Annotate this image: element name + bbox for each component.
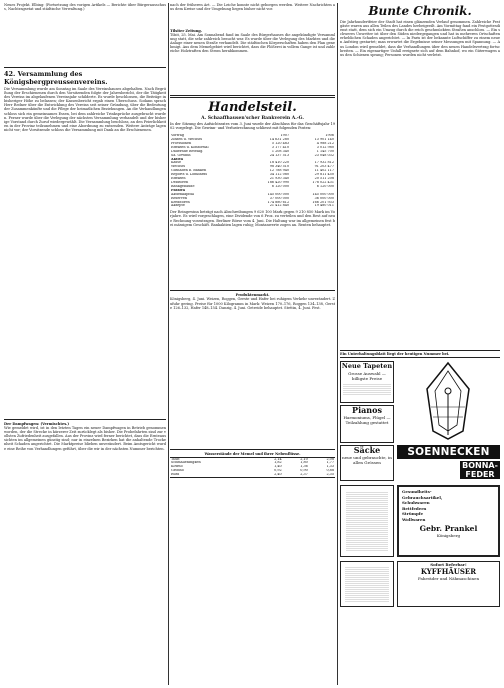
table-cell: Akzepte	[171, 204, 185, 208]
ad-small-2	[340, 561, 394, 607]
article-text: Tilsit, 25. Mai. Am Sonnabend fand im Saale des Bürgerhauses die angekündigte Versammlung statt, die sehr zahlreich besucht war. Es wurde über die Verlegung des Marktes und die Anlage einer neuen Straße verhandelt. Die städtischen Körperschaften haben den Plan genehmigt. Aus dem Memelgebiet wird berichtet, dass die Flößerei in vollem Gange ist und zahlreiche Holztraften den Strom herabkommen.	[170, 33, 335, 54]
table-cell: 145 000 000	[312, 192, 334, 196]
ad-saecke	[340, 445, 394, 481]
table-cell: Tilsit	[171, 457, 180, 461]
table-cell: 5 120 483	[271, 141, 290, 145]
table-cell: Effekten	[171, 177, 186, 181]
table-cell: 0,88	[326, 469, 334, 473]
table-cell: 186 420 990	[267, 180, 290, 184]
pen-subtitle: BONNA-	[460, 461, 500, 470]
table-cell: 29 811 450	[314, 173, 334, 177]
table-cell: 1906	[325, 134, 334, 138]
ad-pianos	[340, 405, 394, 443]
shop-line: Schuhwaren	[402, 500, 430, 506]
table-cell: 0,90	[300, 469, 308, 473]
ad-kyffhaeuser	[397, 561, 500, 607]
table-cell: 6 120 000	[271, 184, 290, 188]
chronik-heading: Bunte Chronik.	[368, 4, 472, 18]
ad-text: Harmoniums, Flügel — Teilzahlung gestattet	[343, 415, 391, 426]
pen-feder-row	[397, 470, 500, 479]
bank-table	[170, 134, 335, 208]
ad-title: Pianos	[352, 405, 382, 416]
table-cell: 23 048 032	[314, 153, 334, 157]
table-cell: 18 410 220	[269, 161, 290, 165]
divider	[170, 95, 335, 98]
table-cell: Aktiva	[171, 157, 184, 161]
table-cell: 13 901 140	[314, 138, 334, 141]
column-rule	[168, 3, 169, 685]
shop-line: Strümpfe	[402, 511, 424, 517]
market-text: Königsberg, 4. Juni. Weizen, Roggen, Gerste und Hafer bei ruhigem Verkehr unverändert. Zufuhr gering. Preise für 1000 Kilogramm in Mark: Weizen 170–176, Roggen 134–138, Gerste 126–132, Hafer 148–154. Danzig, 4. Juni. Getreide behauptet. Stettin, 4. Juni. Fest.	[170, 297, 335, 310]
table-row	[170, 473, 335, 477]
table-cell: 2,35	[326, 473, 334, 477]
table-cell: 36 000 000	[314, 196, 334, 200]
table-cell: Debitoren	[171, 180, 189, 184]
water-table	[170, 457, 335, 479]
ad-image	[343, 383, 391, 395]
table-cell: 91 203 477	[314, 165, 334, 169]
table-cell: Passiva	[171, 188, 185, 192]
water-heading: Wasserstände der Memel und ihrer Nebenflüsse.	[204, 452, 301, 457]
table-cell: 1,36	[300, 465, 308, 469]
ad-prankel	[397, 485, 500, 557]
bank-heading: A. Schaaffhausen'scher Bankverein A.-G.	[201, 116, 304, 122]
table-cell: Bankgebäude	[171, 184, 195, 188]
divider	[170, 449, 335, 450]
shop-line: Bettfedern	[402, 505, 427, 511]
pen-nib-icon	[397, 361, 500, 441]
table-cell: Vortrag	[171, 134, 184, 138]
ad-title: Säcke	[353, 445, 381, 456]
notice: Ein Unterhaltungsblatt liegt der heutigen Nummer bei.	[340, 350, 500, 358]
table-cell: 2,08	[326, 457, 334, 461]
market-heading: Produktenmarkt.	[235, 293, 270, 298]
table-cell: Wechsel	[171, 165, 186, 169]
table-cell: 1,80	[300, 461, 308, 465]
table-cell: Russ	[171, 473, 180, 477]
bank-intro: In der Sitzung des Aufsichtsrates vom 3. Juni wurde der Abschluss für das Geschäftsjahr 1902 vorgelegt. Die Gewinn- und Verlustrechnung schliesst mit folgenden Posten:	[170, 122, 335, 131]
table-cell: 24 137 513	[269, 153, 290, 157]
handel-heading: Handelsteil.	[208, 100, 297, 116]
table-cell: 6 120 000	[316, 184, 334, 188]
table-cell: 174 880 612	[267, 200, 290, 204]
table-cell: 19 480 011	[314, 204, 334, 208]
table-cell: 1,77	[326, 461, 334, 465]
table-cell: Guthaben b. Banken	[171, 169, 207, 173]
table-cell: 14 631 280	[269, 138, 290, 141]
ad-text: neue und gebrauchte, in allen Grössen	[342, 455, 392, 466]
table-cell: Zinsen u. Wechsel	[171, 138, 203, 141]
ad-image	[345, 566, 389, 602]
table-cell: Reports u. Lombards	[171, 173, 208, 177]
column-middle	[170, 3, 335, 478]
table-cell: Kasse	[171, 161, 182, 165]
section-heading: 42. Versammlung des Königsbergpreussenvereins.	[4, 70, 108, 86]
shop-lines	[399, 487, 498, 524]
table-cell: 37 000 000	[269, 196, 290, 200]
table-cell: Sa. Gewinn	[171, 153, 191, 157]
table-cell: Provisionen	[171, 141, 192, 145]
shop-line: Gesundheits-	[402, 489, 432, 495]
table-cell: 2,10	[300, 457, 308, 461]
sub-heading: Der Dampfwagen: (Vermischtes.)	[4, 422, 70, 426]
ad-text: Fahrräder und Nähmaschinen	[417, 576, 480, 582]
divider	[4, 419, 166, 420]
table-cell: Effekten u. Konsortial	[171, 145, 209, 149]
ad-text: Grosse Auswahl — billigste Preise	[348, 371, 386, 382]
table-cell: 4 988 212	[316, 141, 334, 145]
table-cell: 1 208 340	[271, 149, 290, 153]
table-cell: 1907	[280, 134, 290, 138]
article-text: nach der früheren Art. — Die Leiche konnte nicht geborgen werden. Weitere Nachrichten aus dem Kreise und der Umgebung liegen bisher nicht vor.	[170, 3, 335, 12]
table-cell: 2,40	[274, 473, 282, 477]
table-cell: 21 930 340	[269, 177, 290, 181]
table-cell: 3 012 980	[316, 145, 334, 149]
table-cell: 12 788 940	[269, 169, 290, 173]
newspaper-page	[4, 3, 500, 685]
table-cell: 0,92	[274, 469, 282, 473]
shop-name: Gebr. Prankel	[419, 524, 478, 534]
pen-feder: FEDER	[460, 470, 500, 479]
shop-place: Königsberg	[436, 533, 461, 539]
table-cell: 1,33	[326, 465, 334, 469]
article-text: Neues Projekt. Elbing: (Fortsetzung des vorigen Artikels — Berichte über Bürgerausschuss, Nachtragsetat und städtische Verwaltung.)	[4, 3, 166, 12]
table-cell: Aktienkapital	[171, 192, 194, 196]
ad-title: Neue Tapeten	[341, 362, 393, 371]
table-cell: 21 412 840	[269, 204, 290, 208]
divider	[4, 67, 166, 68]
table-cell: 166 201 933	[312, 200, 334, 204]
table-cell: 178 022 431	[312, 180, 334, 184]
table-cell: Kreditoren	[171, 200, 190, 204]
column-rule	[337, 3, 338, 685]
shop-line: Wollwaren	[402, 516, 426, 522]
pen-subtitle-row	[397, 461, 500, 470]
article-text: Die Versammlung wurde am Sonntag im Saale des Vereinshauses abgehalten. Nach Begrüßung der Erschienenen durch den Vorsitzenden folgte der Jahresbericht, der die Tätigkeit des Vereins im abgelaufenen Vereinsjahr schilderte. Es wurde beschlossen, die Beiträge in bisheriger Höhe zu belassen; der Kassenbericht ergab einen Überschuss. Sodann sprach Herr Redner über die Entwicklung des Vereins seit seiner Gründung, über die Bedeutung der Zusammenkünfte und die Pflege der heimatlichen Beziehungen. An die Verhandlungen schloss sich ein gemeinsames Essen, bei dem zahlreiche Trinksprüche ausgebracht wurden. Ferner wurde über die Verlegung der nächsten Versammlung verhandelt und der bisherige Vorstand durch Zuruf wiedergewählt. Die Versammlung beschloss, an den Feierlichkeiten in der Provinz teilzunehmen und eine Abordnung zu entsenden. Weitere Anträge lagen nicht vor; der Vorsitzende schloss die Versammlung mit Dank an die Erschienenen.	[4, 87, 166, 132]
table-cell: Grodno	[171, 469, 184, 473]
ad-image	[346, 491, 388, 551]
ad-brand: KYFFHÄUSER	[420, 567, 477, 577]
table-cell: 1 145 700	[316, 149, 334, 153]
article-text: Wie gemeldet wird, ist in den letzten Tagen ein neuer Dampfwagen in Betrieb genommen worden, der die Strecke in kürzerer Zeit zurücklegt als bisher. Die Probefahrten sind zur vollsten Zufriedenheit ausgefallen. Aus der Provinz wird ferner berichtet, dass die Ernteaussichten im allgemeinen günstig sind; nur in einzelnen Bezirken hat die anhaltende Trockenheit Schaden angerichtet. Die Marktpreise blieben unverändert. Beim Amtsgericht wurde eine Reihe von Verhandlungen geführt, über die wir in der nächsten Nummer berichten.	[4, 426, 166, 451]
ad-tapeten	[340, 361, 394, 403]
table-cell: 17 932 812	[314, 161, 334, 165]
table-cell: 1,82	[274, 461, 282, 465]
column-left	[4, 3, 166, 676]
divider	[170, 290, 335, 291]
pen-brand: SOENNECKEN	[397, 445, 500, 459]
table-row	[170, 204, 335, 208]
ad-soennecken	[397, 361, 500, 481]
table-cell: Reserven	[171, 196, 188, 200]
section-heading: Tilsiter Zeitung.	[170, 29, 202, 33]
table-cell: 2,14	[274, 457, 282, 461]
column-right	[340, 3, 500, 661]
table-cell: 34 112 080	[269, 173, 290, 177]
ads-block	[340, 361, 500, 661]
table-cell: Dauernde Beteilig.	[171, 149, 204, 153]
table-cell: 2,37	[300, 473, 308, 477]
article-text: Die Jahrhundertfeier der Stadt hat einen glänzenden Verlauf genommen. Zahlreiche Festgäste waren aus allen Teilen des Landes herbeigeeilt. Am Vormittag fand ein Festgottesdienst statt, dem sich ein Umzug durch die reich geschmückten Straßen anschloss. — Ein schweres Unwetter ist über den Süden niedergegangen und hat in mehreren Ortschaften erheblichen Schaden angerichtet. — In Paris ist der bekannte Luftschiffer zu einem neuen Aufstieg gestartet; man erwartet die Ergebnisse seiner Messungen mit Spannung. — Aus London wird gemeldet, dass die Verhandlungen über den neuen Handelsvertrag fortschreiten. — Ein eigenartiger Unfall ereignete sich auf dem Bahnhof, wo ein Güterwagen aus den Schienen sprang; Personen wurden nicht verletzt.	[340, 20, 500, 57]
table-cell: 98 340 510	[269, 165, 290, 169]
table-cell: 145 000 000	[267, 192, 290, 196]
table-cell: Kowno	[171, 465, 183, 469]
shop-line: Gebrauchsartikel,	[402, 494, 443, 500]
table-cell: 3 177 410	[271, 145, 290, 149]
ad-title: Sofort lieferbar!	[430, 562, 467, 568]
article-text: Der Reingewinn beträgt nach Abschreibungen 9 620 100 Mark gegen 9 210 850 Mark im Vorjahre. Es wird vorgeschlagen, eine Dividende von 6 Proz. zu verteilen und den Rest auf neue Rechnung vorzutragen. Berliner Börse vom 4. Juni. Die Haltung war im allgemeinen fest bei mässigem Geschäft. Bankaktien lagen ruhig; Montanwerte zogen an. Renten behauptet.	[170, 210, 335, 227]
table-cell: Schmalleningken	[171, 461, 201, 465]
table-cell: 11 402 117	[314, 169, 334, 173]
ad-small	[340, 485, 394, 557]
table-cell: 20 511 208	[314, 177, 334, 181]
table-cell: 1,40	[274, 465, 282, 469]
